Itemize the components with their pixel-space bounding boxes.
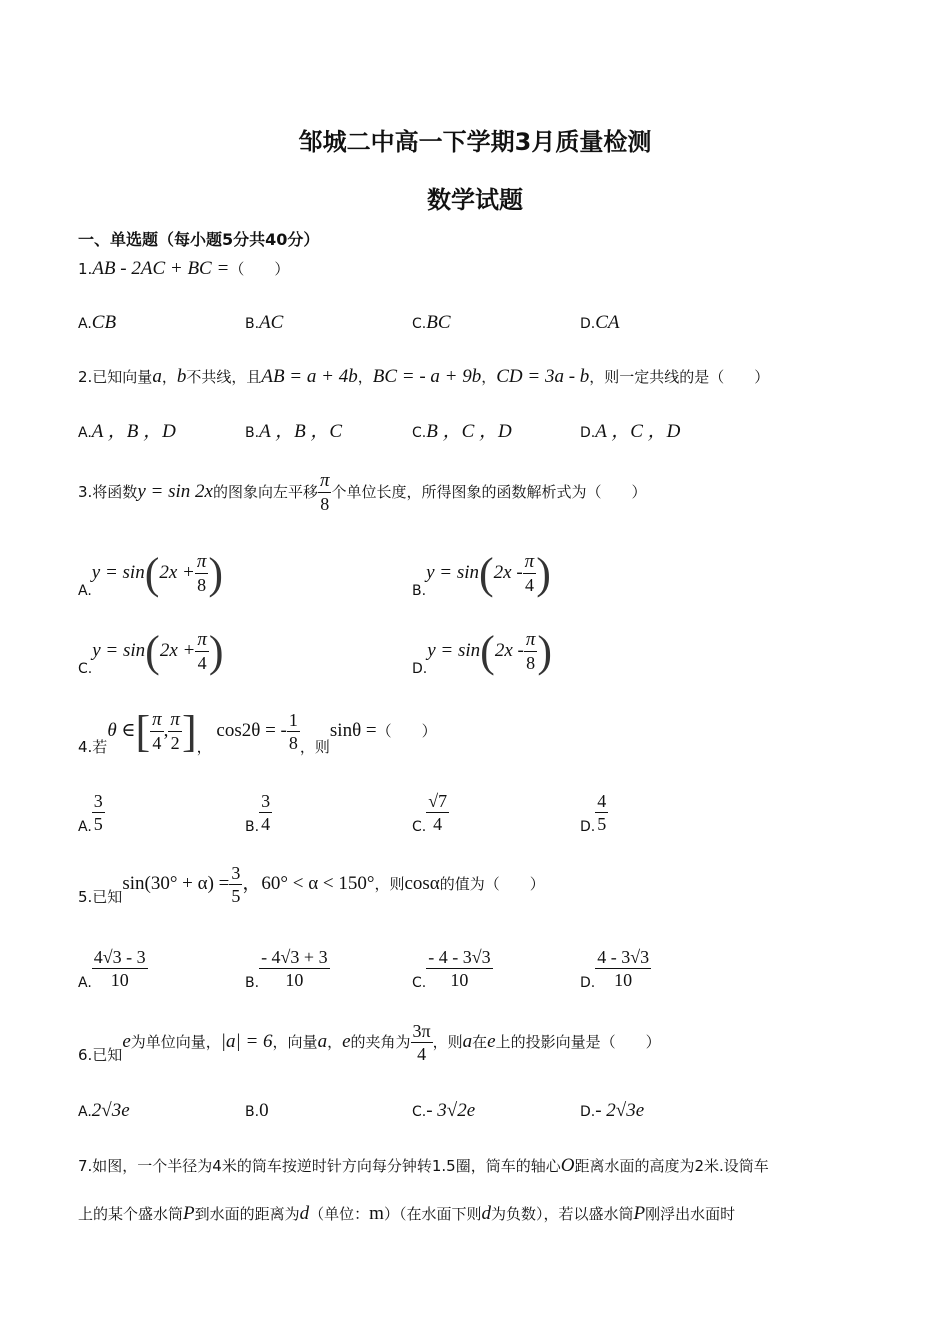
option-a[interactable]: A.CB <box>78 312 117 333</box>
option-a[interactable]: A.A ，B ，D <box>78 421 176 442</box>
question-6: 6.已知e为单位向量，|a| = 6，向量a，e的夹角为 $\frac{3\pi}{4}$ ，则a在e上的投影向量是（ ） <box>78 1021 661 1064</box>
page-title: 邹城二中高一下学期3月质量检测 <box>298 128 652 156</box>
option-c[interactable]: C.- 3√2e <box>412 1100 476 1121</box>
option-a[interactable]: A.2√3e <box>78 1100 130 1121</box>
option-c[interactable]: C.B ，C ，D <box>412 421 512 442</box>
question-7-line-1: 7.如图，一个半径为4米的筒车按逆时针方向每分钟转1.5圈，筒车的轴心O距离水面的高度为2米.设筒车 <box>78 1155 769 1176</box>
question-2: 2.已知向量a，b不共线，且AB = a + 4b，BC = - a + 9b，CD = 3a - b，则一定共线的是（ ） <box>78 366 770 387</box>
vector-expression: AB - 2AC + BC = <box>92 258 230 279</box>
question-4: 4.若θ ∈[ $\frac{\pi}{4}$ , $\frac{\pi}{2}$ ]， cos2θ = - $\frac{1}{8}$ ，则sinθ =（ ） <box>78 707 437 756</box>
option-b[interactable]: B. $\frac{3}{4}$ <box>245 791 271 835</box>
option-b[interactable]: B.y = sin(2x - $\frac{\pi}{4}$ ) <box>412 549 551 599</box>
option-d[interactable]: D. $\frac{4}{5}$ <box>580 791 607 835</box>
option-c[interactable]: C.y = sin(2x + $\frac{\pi}{4}$ ) <box>78 627 224 677</box>
option-b[interactable]: B.0 <box>245 1100 269 1121</box>
equation-ab: AB = a + 4b <box>261 366 358 387</box>
option-b[interactable]: B.A ，B ，C <box>245 421 343 442</box>
option-a[interactable]: A.y = sin(2x + $\frac{\pi}{8}$ ) <box>78 549 224 599</box>
section-heading: 一、单选题（每小题5分共40分） <box>78 230 320 249</box>
question-7 <box>78 1142 878 1238</box>
question-5: 5.已知sin(30° + α) = $\frac{3}{5}$ ，60° < α < 150°，则cosα的值为（ ） <box>78 863 545 906</box>
option-d[interactable]: D.y = sin(2x - $\frac{\pi}{8}$ ) <box>412 627 553 677</box>
question-3: 3.将函数y = sin 2x的图象向左平移 $\frac{\pi}{8}$ 个单位长度，所得图象的函数解析式为（ ） <box>78 470 647 514</box>
option-b[interactable]: B.AC <box>245 312 284 333</box>
answer-blank: （ ） <box>229 260 290 278</box>
option-d[interactable]: D.A ，C ，D <box>580 421 681 442</box>
page-subtitle: 数学试题 <box>427 186 523 214</box>
equation-cd: CD = 3a - b <box>496 366 590 387</box>
option-c[interactable]: C. $\frac{√7}{4}$ <box>412 791 448 835</box>
option-d[interactable]: D. $\frac{4 - 3√3}{10}$ <box>580 947 650 991</box>
equation-bc: BC = - a + 9b <box>372 366 482 387</box>
function: y = sin 2x <box>137 481 213 502</box>
option-a[interactable]: A. $\frac{3}{5}$ <box>78 791 103 835</box>
question-1 <box>78 258 289 280</box>
question-number: 1. <box>78 260 93 278</box>
option-d[interactable]: D.- 2√3e <box>580 1100 645 1121</box>
question-7-line-2: 上的某个盛水筒P到水面的距离为d（单位：m）（在水面下则d为负数），若以盛水筒P刚浮出水面时 <box>78 1203 736 1224</box>
option-a[interactable]: A. $\frac{4√3 - 3}{10}$ <box>78 947 146 991</box>
option-b[interactable]: B. $\frac{- 4√3 + 3}{10}$ <box>245 947 328 991</box>
option-d[interactable]: D.CA <box>580 312 620 333</box>
option-c[interactable]: C. $\frac{- 4 - 3√3}{10}$ <box>412 947 491 991</box>
option-c[interactable]: C.BC <box>412 312 451 333</box>
fraction: $\frac{\pi}{8}$ <box>319 470 330 514</box>
